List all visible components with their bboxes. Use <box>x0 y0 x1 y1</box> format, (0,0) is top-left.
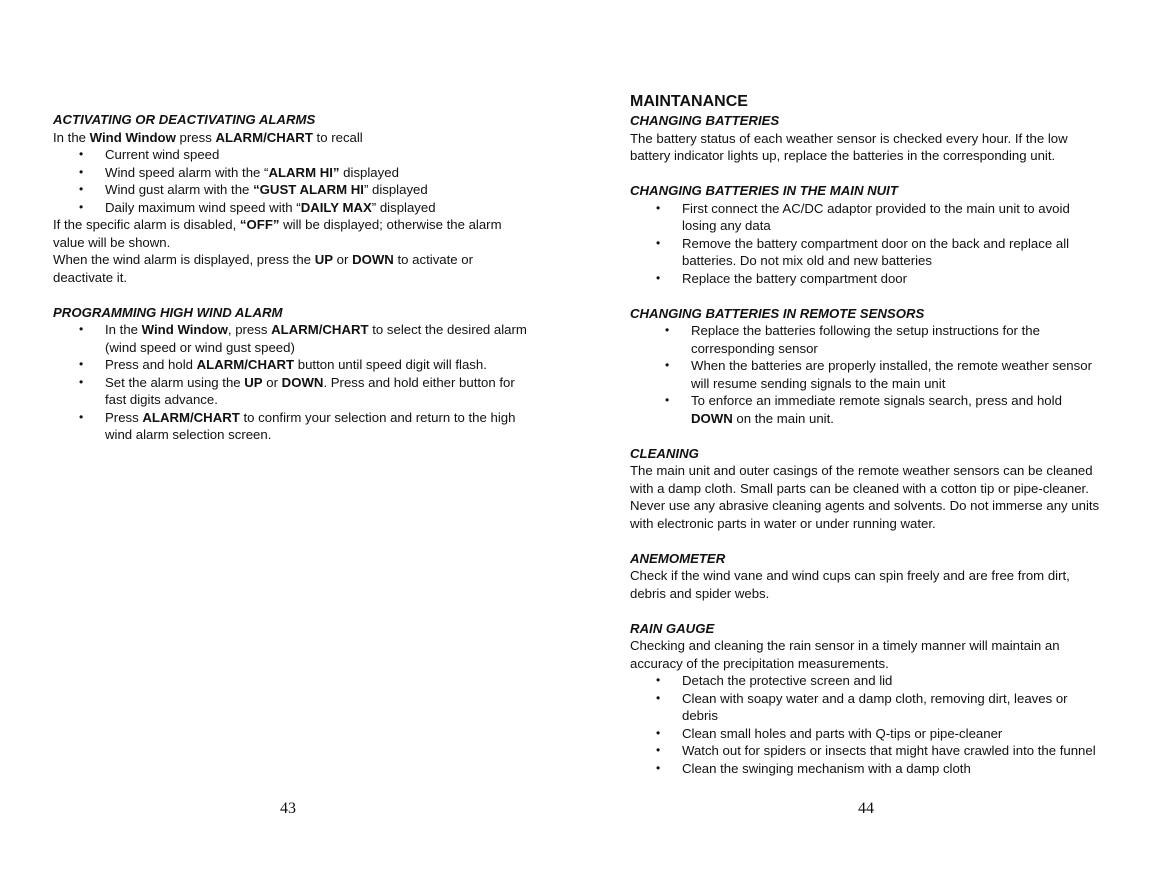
text-run: or <box>262 374 282 390</box>
list-item <box>53 409 533 444</box>
text-run: To enforce an immediate remote signals search, press and hold <box>691 393 1062 408</box>
text-run-bold: DAILY MAX <box>300 199 372 215</box>
text-run: When the wind alarm is displayed, press the <box>53 252 315 267</box>
alarms-heading: ACTIVATING OR DEACTIVATING ALARMS <box>53 112 316 127</box>
text-run: to activate or deactivate it. <box>53 252 474 285</box>
changing-batteries-text: The battery status of each weather sensor is checked every hour. If the low battery indicator lights up, replace the batteries in the corresponding unit. <box>630 130 1068 163</box>
main-unit-heading: CHANGING BATTERIES IN THE MAIN NUIT <box>630 183 898 198</box>
text-run-bold: DOWN <box>352 252 394 267</box>
list-item: • Detach the protective screen and lid <box>630 672 1100 690</box>
text-run: or <box>333 252 353 267</box>
rain-gauge-list <box>630 672 1100 777</box>
list-item <box>53 164 533 182</box>
text-run: Press and hold <box>105 357 197 372</box>
text-run-bold: UP <box>244 374 263 390</box>
text-run-bold: “OFF” <box>239 217 280 232</box>
text-run: Wind speed alarm with the “ <box>105 164 269 180</box>
cleaning-text-2: Never use any abrasive cleaning agents and solvents. Do not immerse any units with electronic parts in water or under running water. <box>630 498 1100 531</box>
text-run: on the main unit. <box>732 410 834 426</box>
text-run: press <box>175 129 216 145</box>
alarms-list <box>53 146 533 216</box>
programming-list <box>53 321 533 444</box>
list-item <box>53 374 533 409</box>
text-run: to confirm your selection and return to the high wind alarm selection screen. <box>105 409 516 442</box>
list-item <box>53 199 533 217</box>
list-item: • Clean small holes and parts with Q-tips or pipe-cleaner <box>630 725 1100 743</box>
text-run: In the <box>105 322 142 337</box>
alarms-intro <box>53 129 533 147</box>
text-run: button until speed digit will flash. <box>294 357 487 372</box>
list-item <box>630 392 1100 427</box>
text-run: to recall <box>312 129 363 145</box>
text-run: Set the alarm using the <box>105 374 245 390</box>
page-number-left: 43 <box>280 800 296 817</box>
text-run: In the <box>53 129 90 145</box>
list-item: • Remove the battery compartment door on the back and replace all batteries. Do not mix old and new batteries <box>630 235 1100 270</box>
page-number-right: 44 <box>858 800 874 817</box>
programming-heading: PROGRAMMING HIGH WIND ALARM <box>53 304 283 320</box>
anemometer-heading: ANEMOMETER <box>630 550 726 566</box>
left-page <box>53 111 533 444</box>
text-run-bold: ALARM/CHART <box>142 409 240 425</box>
text-run: will be displayed; otherwise the alarm value will be shown. <box>53 217 502 250</box>
text-run: ” displayed <box>371 199 436 215</box>
text-run: . Press and hold either button for fast digits advance. <box>105 374 515 407</box>
text-run-bold: ALARM/CHART <box>271 322 369 337</box>
list-item: • First connect the AC/DC adaptor provided to the main unit to avoid losing any data <box>630 200 1100 235</box>
text-run-bold: Wind Window <box>89 129 176 145</box>
list-item <box>53 321 533 356</box>
alarms-disabled-text <box>53 216 533 251</box>
text-run-bold: ALARM HI” <box>268 164 340 180</box>
text-run: Wind gust alarm with the <box>105 182 254 197</box>
text-run: Replace the batteries following the setup instructions for the corresponding sensor <box>691 323 1040 356</box>
list-item: • Replace the battery compartment door <box>630 270 1100 288</box>
text-run: Press <box>105 409 143 425</box>
text-run-bold: UP <box>314 252 334 267</box>
text-run: , press <box>227 322 272 337</box>
anemometer-text: Check if the wind vane and wind cups can spin freely and are free from dirt, debris and spider webs. <box>630 568 1070 601</box>
list-item <box>53 146 533 164</box>
rain-gauge-heading: RAIN GAUGE <box>630 620 715 636</box>
page-title: MAINTANANCE <box>630 93 748 110</box>
changing-batteries-heading: CHANGING BATTERIES <box>630 113 780 128</box>
text-run-bold: DOWN <box>691 410 733 426</box>
text-run: Current wind speed <box>105 147 220 162</box>
text-run-bold: ALARM/CHART <box>215 129 313 145</box>
alarms-toggle-text <box>53 251 533 286</box>
list-item <box>53 356 533 374</box>
text-run: Daily maximum wind speed with “ <box>105 199 301 215</box>
list-item <box>630 357 1100 392</box>
main-unit-list <box>630 200 1100 288</box>
rain-gauge-text: Checking and cleaning the rain sensor in a timely manner will maintain an accuracy of the precipitation measurements. <box>630 638 1060 671</box>
text-run: If the specific alarm is disabled, <box>53 217 240 232</box>
list-item <box>53 181 533 199</box>
list-item <box>630 322 1100 357</box>
text-run: ” displayed <box>363 182 428 197</box>
list-item: • Clean the swinging mechanism with a damp cloth <box>630 760 1100 778</box>
remote-sensors-list <box>630 322 1100 427</box>
text-run: When the batteries are properly installed, the remote weather sensor will resume sending signals to the main unit <box>691 358 1092 391</box>
text-run-bold: DOWN <box>281 374 324 390</box>
right-page <box>630 92 1100 777</box>
text-run: to select the desired alarm (wind speed or wind gust speed) <box>105 322 527 355</box>
text-run-bold: Wind Window <box>141 322 228 337</box>
text-run-bold: “GUST ALARM HI <box>253 182 364 197</box>
cleaning-heading: CLEANING <box>630 445 699 461</box>
text-run-bold: ALARM/CHART <box>196 357 295 372</box>
list-item: • Watch out for spiders or insects that might have crawled into the funnel <box>630 742 1100 760</box>
cleaning-text: The main unit and outer casings of the remote weather sensors can be cleaned with a damp cloth. Small parts can be cleaned with a cotton tip or pipe-cleaner. <box>630 463 1093 496</box>
list-item: • Clean with soapy water and a damp cloth, removing dirt, leaves or debris <box>630 690 1100 725</box>
remote-sensors-heading: CHANGING BATTERIES IN REMOTE SENSORS <box>630 305 925 321</box>
text-run: displayed <box>339 164 399 180</box>
